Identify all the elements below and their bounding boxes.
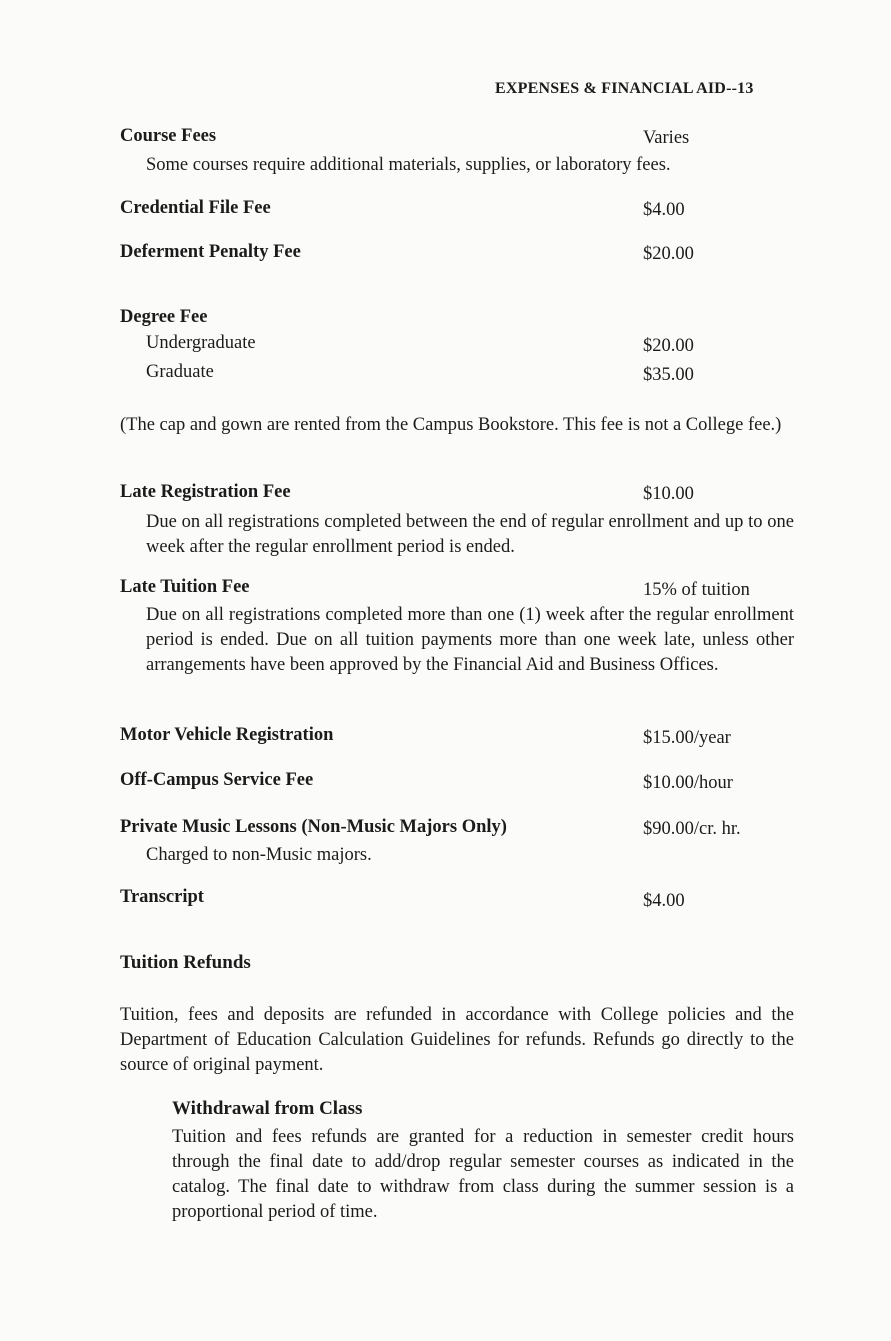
tuition-refunds-heading: Tuition Refunds (120, 952, 251, 973)
deferment-penalty-fee-amount: $20.00 (643, 244, 694, 264)
private-music-lessons-title: Private Music Lessons (Non-Music Majors Only) (120, 817, 507, 837)
degree-fee-note: (The cap and gown are rented from the Campus Bookstore. This fee is not a College fee.) (120, 415, 782, 435)
private-music-lessons-description: Charged to non-Music majors. (146, 845, 372, 865)
course-fees-title: Course Fees (120, 126, 217, 146)
motor-vehicle-registration-title: Motor Vehicle Registration (120, 725, 334, 745)
credential-file-fee-title: Credential File Fee (120, 198, 271, 218)
deferment-penalty-fee-title: Deferment Penalty Fee (120, 242, 301, 262)
transcript-title: Transcript (120, 887, 204, 907)
degree-fee-grad-label: Graduate (146, 362, 214, 382)
withdrawal-heading: Withdrawal from Class (172, 1098, 363, 1119)
private-music-lessons-amount: $90.00/cr. hr. (643, 819, 741, 839)
withdrawal-paragraph: Tuition and fees refunds are granted for a reduction in semester credit hours through the final date to add/drop regular semester courses as indicated in the catalog. The final date to withdraw from class during the summer session is a proportional period of time. (172, 1127, 794, 1222)
late-registration-fee-amount: $10.00 (643, 484, 694, 504)
degree-fee-undergrad-label: Undergraduate (146, 333, 256, 353)
off-campus-service-fee-amount: $10.00/hour (643, 773, 733, 793)
course-fees-description: Some courses require additional materials, supplies, or laboratory fees. (146, 155, 671, 175)
late-registration-fee-title: Late Registration Fee (120, 482, 291, 502)
late-tuition-fee-description: Due on all registrations completed more than one (1) week after the regular enrollment period is ended. Due on all tuition payments more than one week late, unless other arrangements have been approved by the Financial Aid and Business Offices. (146, 605, 794, 675)
transcript-amount: $4.00 (643, 891, 685, 911)
late-tuition-fee-title: Late Tuition Fee (120, 577, 250, 597)
motor-vehicle-registration-amount: $15.00/year (643, 728, 731, 748)
late-tuition-fee-amount: 15% of tuition (643, 580, 750, 600)
off-campus-service-fee-title: Off-Campus Service Fee (120, 770, 314, 790)
tuition-refunds-paragraph: Tuition, fees and deposits are refunded in accordance with College policies and the Department of Education Calculation Guidelines for refunds. Refunds go directly to the source of original payment. (120, 1005, 794, 1075)
course-fees-amount: Varies (643, 128, 690, 148)
degree-fee-title: Degree Fee (120, 307, 208, 327)
degree-fee-grad-amount: $35.00 (643, 365, 694, 385)
late-registration-fee-description: Due on all registrations completed between the end of regular enrollment and up to one week after the regular enrollment period is ended. (146, 512, 794, 557)
page-header: EXPENSES & FINANCIAL AID--13 (495, 80, 754, 97)
credential-file-fee-amount: $4.00 (643, 200, 685, 220)
degree-fee-undergrad-amount: $20.00 (643, 336, 694, 356)
